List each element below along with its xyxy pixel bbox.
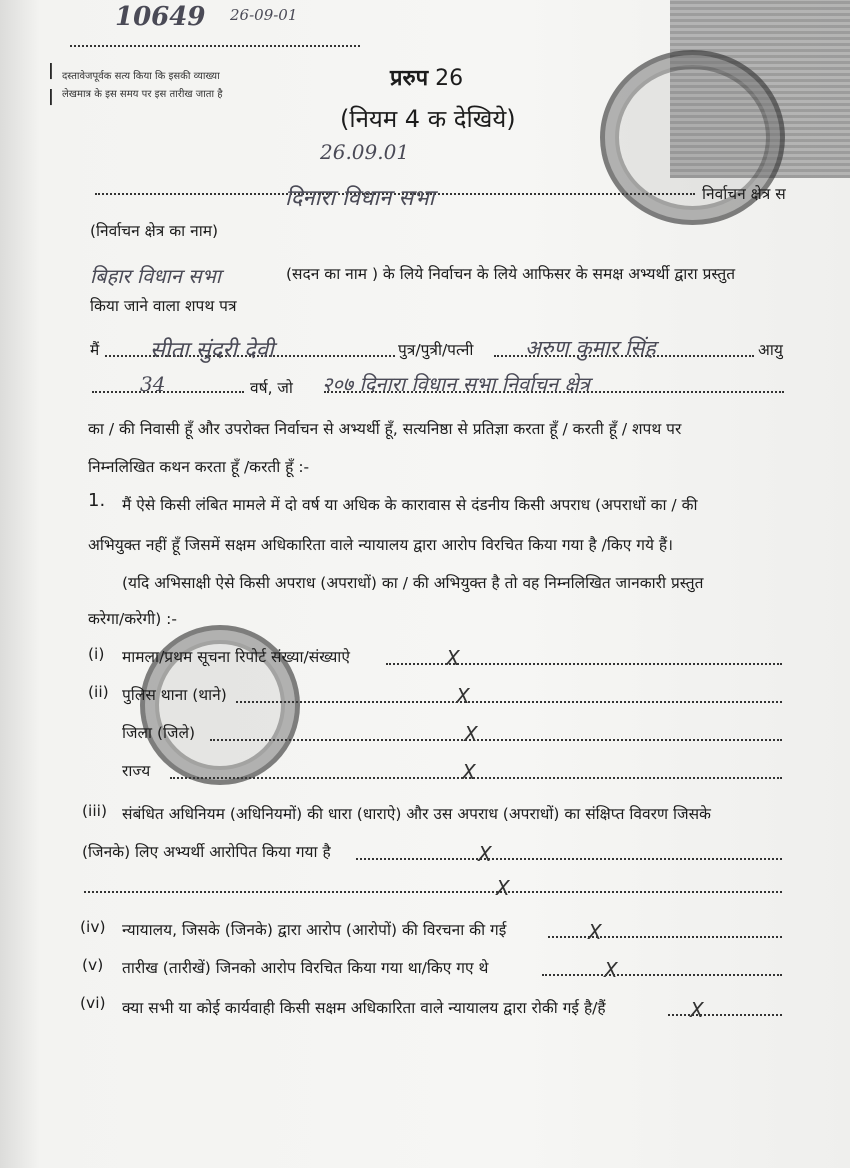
item-iv-number: (iv) <box>80 918 106 936</box>
constituency-suffix: निर्वाचन क्षेत्र स <box>702 185 786 203</box>
item-vi-dots <box>668 1014 782 1016</box>
item-vi-cross: X <box>690 998 704 1022</box>
item-iii-dots <box>356 858 782 860</box>
item-vi-number: (vi) <box>80 994 106 1012</box>
item-iii-dots-2 <box>84 891 782 893</box>
handwritten-date-top: 26-09-01 <box>230 6 298 24</box>
item-v-text: तारीख (तारीखें) जिनको आरोप विरचित किया गया था/किए गए थे <box>122 959 489 977</box>
clause-1-line-1: मैं ऐसे किसी लंबित मामले में दो वर्ष या अधिक के कारावास से दंडनीय किसी अपराध (अपराधों का / की <box>122 496 698 514</box>
item-iv-dots <box>548 936 782 938</box>
item-iii-cross-2: X <box>496 876 510 900</box>
item-i-text: मामला/प्रथम सूचना रिपोर्ट संख्या/संख्याऐ <box>122 648 350 666</box>
declarant-line-4: निम्नलिखित कथन करता हूँ /करती हूँ :- <box>88 458 310 476</box>
relation-label: पुत्र/पुत्री/पत्नी <box>398 341 474 359</box>
item-ii-number: (ii) <box>88 683 109 701</box>
house-value: बिहार विधान सभा <box>90 264 221 288</box>
item-i-number: (i) <box>88 645 105 663</box>
age-label: आयु <box>758 341 783 359</box>
item-v-number: (v) <box>82 956 104 974</box>
relation-name: अरुण कुमार सिंह <box>525 336 656 360</box>
handwritten-date-mid: 26.09.01 <box>320 140 410 164</box>
top-rule <box>70 45 360 47</box>
item-iii-text-2: (जिनके) लिए अभ्यर्थी आरोपित किया गया है <box>82 843 331 861</box>
declarant-line-3: का / की निवासी हूँ और उपरोक्त निर्वाचन से अभ्यर्थी हूँ, सत्यनिष्ठा से प्रतिज्ञा करता हूँ / करती हूँ / शपथ पर <box>88 420 682 438</box>
form-number: 26 <box>435 66 464 91</box>
clause-1-note-2: करेगा/करेगी) :- <box>88 610 177 628</box>
rule-reference: (नियम 4 क देखिये) <box>340 105 516 133</box>
form-title-prefix: प्ररुप <box>390 66 429 91</box>
district-cross: X <box>464 722 478 746</box>
office-note-1: दस्तावेजपूर्वक सत्य किया कि इसकी व्याख्या <box>62 71 220 82</box>
item-ii-dots <box>236 701 782 703</box>
item-ii-text: पुलिस थाना (थाने) <box>122 686 227 704</box>
house-text-2: किया जाने वाला शपथ पत्र <box>90 297 237 315</box>
item-iii-cross: X <box>478 842 492 866</box>
form-title <box>390 62 463 92</box>
district-text: जिला (जिले) <box>122 724 196 742</box>
item-i-cross: X <box>446 646 460 670</box>
item-vi-text: क्या सभी या कोई कार्यवाही किसी सक्षम अधिकारिता वाले न्यायालय द्वारा रोकी गई है/हैं <box>122 999 606 1017</box>
office-note-2: लेखमात्र के इस समय पर इस तारीख जाता है <box>62 89 223 100</box>
item-v-cross: X <box>604 958 618 982</box>
item-iv-cross: X <box>588 920 602 944</box>
item-iii-number: (iii) <box>82 802 108 820</box>
item-v-dots <box>542 974 782 976</box>
house-text-1: (सदन का नाम ) के लिये निर्वाचन के लिये आफिसर के समक्ष अभ्यर्थी द्वारा प्रस्तुत <box>286 265 736 283</box>
clause-1-note-1: (यदि अभिसाक्षी ऐसे किसी अपराध (अपराधों) का / की अभियुक्त है तो वह निम्नलिखित जानकारी प्रस्तुत <box>122 574 704 592</box>
state-text: राज्य <box>122 762 151 780</box>
margin-tick-2: | <box>48 86 54 105</box>
item-ii-cross: X <box>456 684 470 708</box>
declarant-name: सीता सुंदरी देवी <box>150 338 274 363</box>
item-iii-text: संबंधित अधिनियम (अधिनियमों) की धारा (धाराऐ) और उस अपराध (अपराधों) का संक्षिप्त विवरण जिसके <box>122 805 711 823</box>
clause-1-number: 1. <box>88 490 106 511</box>
declarant-prefix: मैं <box>90 341 100 359</box>
margin-tick-1: | <box>48 60 54 79</box>
district-dots <box>210 739 782 741</box>
state-cross: X <box>462 760 476 784</box>
residence-value: २०७ दिनारा विधान सभा निर्वाचन क्षेत्र <box>322 372 590 396</box>
item-iv-text: न्यायालय, जिसके (जिनके) द्वारा आरोप (आरोपों) की विरचना की गई <box>122 921 507 939</box>
age-value: 34 <box>140 372 166 396</box>
years-label: वर्ष, जो <box>250 379 293 397</box>
state-dots <box>170 777 782 779</box>
age-dots <box>92 391 244 393</box>
handwritten-number: 10649 <box>115 2 206 32</box>
constituency-label: (निर्वाचन क्षेत्र का नाम) <box>90 222 219 240</box>
constituency-value: दिनारा विधान सभा <box>285 186 435 211</box>
clause-1-line-2: अभियुक्त नहीं हूँ जिसमें सक्षम अधिकारिता वाले न्यायालय द्वारा आरोप विरचित किया गया है /किए गये हैं। <box>88 536 674 554</box>
